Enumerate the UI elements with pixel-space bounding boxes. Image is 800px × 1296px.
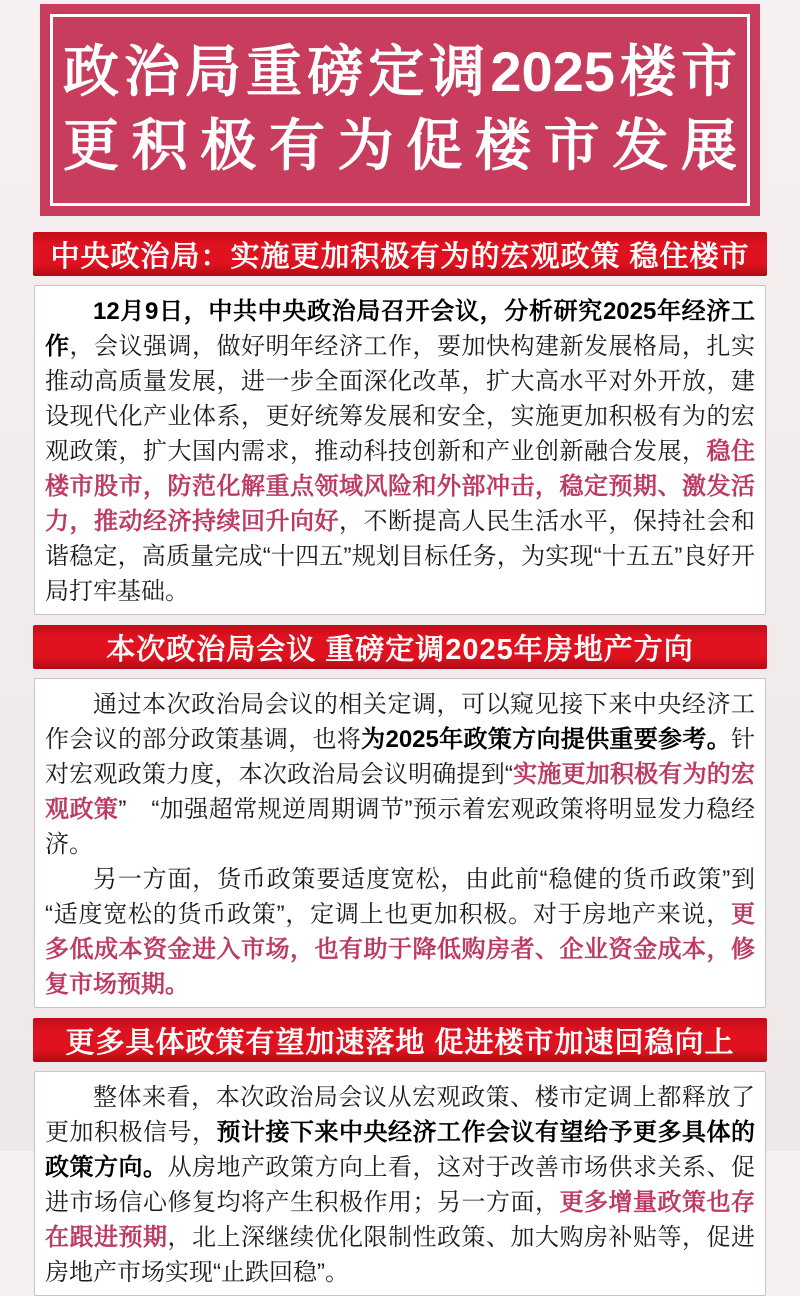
- text-segment: 从房地产政策方向上看，这对于改善市场供求关系、促进市场信心修复均将产生积极作用；另一方面，: [45, 1154, 755, 1216]
- article-card-3: [34, 1071, 766, 1296]
- text-segment: 稳定预期、激发活力，: [45, 473, 755, 535]
- text-segment: 更多低成本资金进入市场，也有助于降低购房者、企业资金成本，修复市场预期。: [45, 901, 755, 998]
- section-heading-strip-2: [33, 625, 767, 669]
- section-heading-strip-1: [33, 232, 767, 276]
- section-heading-3: 更多具体政策有望加速落地 促进楼市加速回稳向上: [65, 1026, 735, 1059]
- text-segment: ” “加强超常规逆周期调节”预示着宏观政策将明显发力稳经济。: [45, 796, 755, 858]
- text-segment: ，会议强调，做好明年经济工作，要加快构建新发展格局，扎实推动高质量发展，进一步全面深化改革，扩大高水平对外开放，建设现代化产业体系，更好统筹发展和安全，实施更加积极有为的宏观政策，扩大国内需求，推动科技创新和产业创新融合发展，: [45, 333, 755, 465]
- text-segment: ，不断提高人民生活水平，保持社会和谐稳定，高质量完成“十四五”规划目标任务，为实现“十五五”良好开局打牢基础。: [45, 508, 755, 605]
- article-paragraph: [45, 1080, 755, 1290]
- text-segment: ，北上深继续优化限制性政策、加大购房补贴等，促进房地产市场实现“止跌回稳”。: [45, 1224, 755, 1286]
- section-heading-1: 中央政治局：实施更加积极有为的宏观政策 稳住楼市: [50, 240, 750, 273]
- article-card-1: [34, 285, 766, 615]
- text-segment: 更多增量政策也存在跟进预期: [45, 1189, 755, 1251]
- title-banner: [40, 4, 760, 216]
- article-paragraph: [45, 687, 755, 862]
- text-segment: 稳住楼市股市，: [45, 438, 755, 500]
- text-segment: 为2025年政策方向提供重要参考。: [361, 726, 732, 753]
- text-segment: 推动经济持续回升向好: [94, 508, 339, 535]
- text-segment: 12月9日，中共中央政治局召开会议，分析研究2025年经济工作: [45, 298, 755, 360]
- section-heading-strip-3: [33, 1018, 767, 1062]
- text-segment: 针对宏观政策力度，本次政治局会议明确提到“: [45, 726, 756, 788]
- news-poster-page: [0, 4, 800, 1296]
- text-segment: 通过本次政治局会议的相关定调，可以窥见接下来中央经济工作会议的部分政策基调，也将: [45, 691, 755, 753]
- banner-title-line1: 政治局重磅定调2025楼市: [63, 40, 737, 103]
- text-segment: 预计接下来中央经济工作会议有望给予更多具体的政策方向。: [45, 1119, 755, 1181]
- text-segment: 另一方面，货币政策要适度宽松，由此前“稳健的货币政策”到“适度宽松的货币政策”，定调上也更加积极。对于房地产来说，: [45, 866, 755, 928]
- text-segment: 防范化解重点领域风险和外部冲击，: [167, 473, 560, 500]
- text-segment: 整体来看，本次政治局会议从宏观政策、楼市定调上都释放了更加积极信号，: [45, 1084, 755, 1146]
- section-heading-2: 本次政治局会议 重磅定调2025年房地产方向: [106, 633, 694, 666]
- article-paragraph: [45, 294, 755, 609]
- article-card-2: [34, 678, 766, 1008]
- banner-title-line2: 更积极有为促楼市发展: [63, 114, 737, 177]
- text-segment: 实施更加积极有为的宏观政策: [45, 761, 755, 823]
- title-banner-frame: [50, 14, 750, 206]
- article-paragraph: [45, 862, 755, 1002]
